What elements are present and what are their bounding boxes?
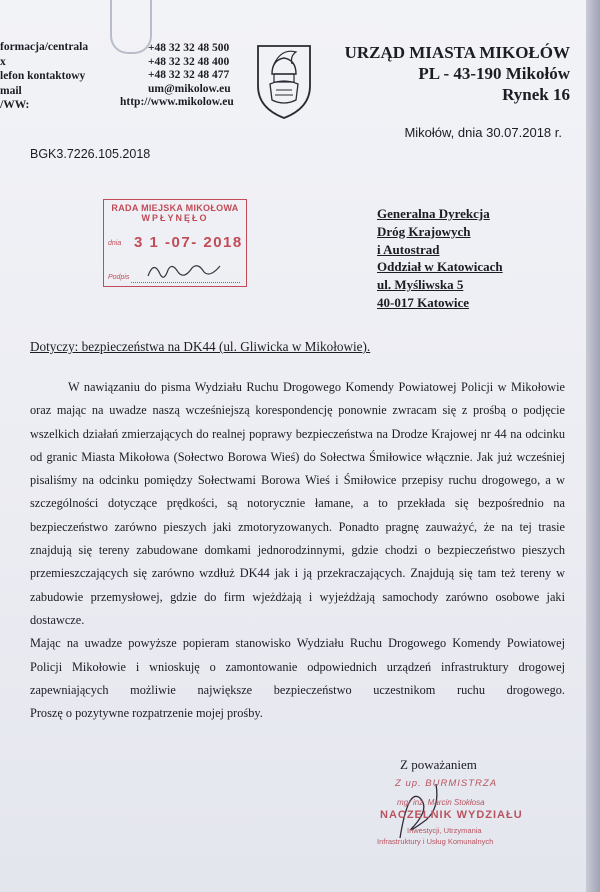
addressee-line: ul. Myśliwska 5 [377,277,464,293]
contact-label: formacja/centrala [0,41,89,53]
addressee-line: Oddział w Katowicach [377,259,503,275]
letter-body [30,376,565,725]
stamp-signatory-name: mgr inż. Marcin Stokłosa [397,798,485,807]
contact-label: lefon kontaktowy [0,70,86,82]
contact-label: mail [0,84,22,97]
addressee-line: i Autostrad [377,241,440,257]
phone-central: +48 32 32 48 500 [148,42,230,54]
closing-salutation: Z poważaniem [400,757,477,772]
coat-of-arms-icon [252,42,316,120]
office-header [345,42,570,105]
stamp-org: RADA MIEJSKA MIKOŁOWA [111,203,239,213]
addressee-line: Dróg Krajowych [377,223,471,239]
stamp-department-line1: Inwestycji, Utrzymania [407,826,482,835]
addressee-line: Generalna Dyrekcja [377,206,490,221]
fax: +48 32 32 48 400 [148,55,230,68]
stamp-authorization: Z up. BURMISTRZA [395,778,498,789]
contact-label: /WW: [0,99,30,111]
office-name: URZĄD MIASTA MIKOŁÓW [344,43,570,62]
handwritten-initials [144,256,224,284]
website: http://www.mikolow.eu [120,96,234,108]
stamp-date: 3 1 -07- 2018 [134,234,243,251]
stamp-department-line2: Infrastruktury i Usług Komunalnych [377,837,494,846]
stamp-date-label: dnia [108,240,122,247]
body-paragraph-3: Proszę o pozytywne rozpatrzenie mojej prośby. [30,706,263,721]
stamp-signatory-title: NACZELNIK WYDZIAŁU [380,809,523,821]
contact-values [120,42,234,110]
office-postal: PL - 43-190 Mikołów [418,64,570,83]
contact-labels [0,40,88,113]
dateline: Mikołów, dnia 30.07.2018 r. [404,125,562,140]
signature-stamp [370,778,555,868]
body-paragraph-2: Mając na uwadze powyższe popieram stanowisko Wydziału Ruchu Drogowego Komendy Powiatowej Policji Mikołowie i wnioskuję o zamontowanie odpowiednich urządzeń infrastruktury drogowej zapewniających możliwie największe bezpieczeństwo uczestnikom ruchu drogowego. [30,636,565,697]
body-paragraph-1: W nawiązaniu do pisma Wydziału Ruchu Drogowego Komendy Powiatowej Policji w Mikołowie oraz mając na uwadze naszą wcześniejszą korespondencję ponownie zwracam się z prośbą o podjęcie wszelkich działań zmierzających do realnej poprawy bezpieczeństwa na Drodze Krajowej nr 44 na odcinku od granic Miasta Mikołowa (Sołectwo Borowa Wieś) do Sołectwa Śmiłowice włącznie. Jak już wcześniej pisaliśmy na odcinku pomiędzy Sołectwami Borowa Wieś i Śmiłowice przepisy ruchu drogowego, a w szczególności dotyczące prędkości, są notorycznie łamane, a to przekłada się bezpośrednio na bezpieczeństwo zarówno pieszych jaki zmotoryzowanych. Ponadto pragnę zauważyć, że na tej trasie znajdują się tereny zabudowane domkami jednorodzinnymi, gdzie chodzi o bezpieczeństwo pieszych przemieszczających się zarówno wzdłuż DK44 jak i ją przekraczających. Znajdują się tam też tereny w zabudowie przemysłowej, gdzie do firm wjeżdżają i wyjeżdżają samochody zarówno osobowe jaki dostawcze. [30,380,565,627]
email: um@mikolow.eu [148,82,231,95]
office-street: Rynek 16 [502,85,570,104]
stamp-signature-label: Podpis [108,274,130,281]
addressee-line: 40-017 Katowice [377,294,470,310]
addressee-block [377,205,503,312]
received-stamp [103,199,247,287]
phone-contact: +48 32 32 48 477 [148,69,230,81]
stamp-status: WPŁYNĘŁO [141,213,209,223]
reference-number: BGK3.7226.105.2018 [30,147,151,161]
contact-label: x [0,55,6,68]
subject-line: Dotyczy: bezpieczeństwa na DK44 (ul. Gliwicka w Mikołowie). [30,339,371,354]
page-edge [586,0,600,892]
